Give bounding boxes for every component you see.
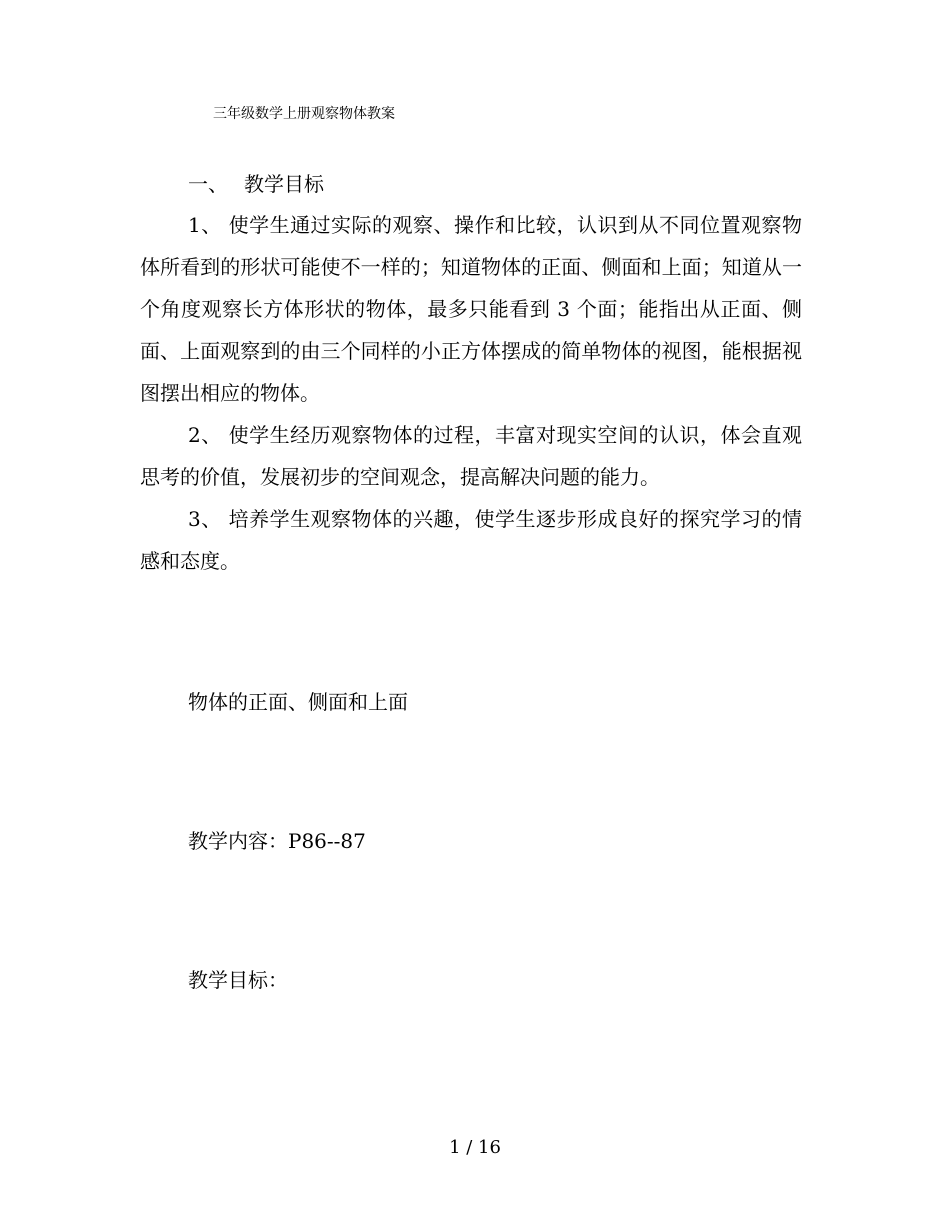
teaching-goals-label: 教学目标：: [188, 968, 288, 992]
page-number: 1 / 16: [449, 1137, 501, 1158]
objective-paragraph-1: 1、 使学生通过实际的观察、操作和比较，认识到从不同位置观察物体所看到的形状可能使不一样的；知道物体的正面、侧面和上面；知道从一个角度观察长方体形状的物体，最多只能看到 3 个面；能指出从正面、侧面、上面观察到的由三个同样的小正方体摆成的简单物体的视图，能根据视图摆出相应的物体。: [140, 213, 802, 405]
lesson-title: 物体的正面、侧面和上面: [188, 690, 408, 714]
section-title: 教学目标: [244, 172, 324, 196]
document-header: 三年级数学上册观察物体教案: [213, 106, 395, 122]
objective-paragraph-2: 2、 使学生经历观察物体的过程，丰富对现实空间的认识，体会直观思考的价值，发展初步的空间观念，提高解决问题的能力。: [140, 423, 802, 489]
section-heading: [188, 170, 324, 198]
objective-paragraph-3: 3、 培养学生观察物体的兴趣，使学生逐步形成良好的探究学习的情感和态度。: [140, 507, 802, 573]
section-number: 一、: [188, 172, 228, 196]
teaching-content: 教学内容：P86--87: [188, 829, 366, 853]
